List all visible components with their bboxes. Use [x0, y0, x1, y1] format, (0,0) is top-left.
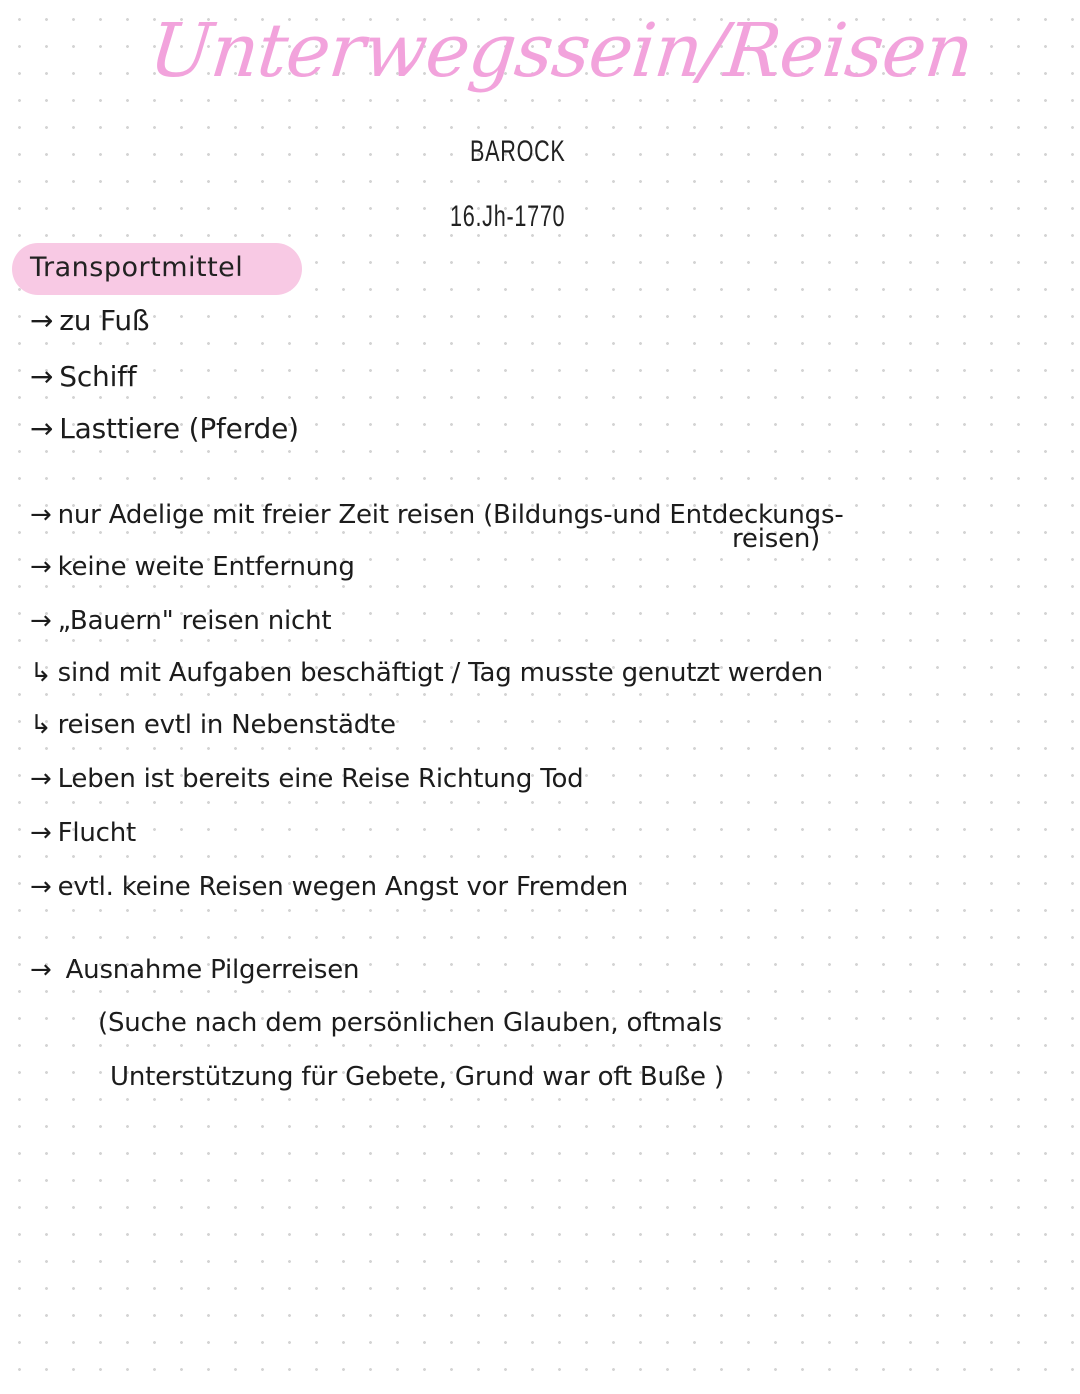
transport-item [30, 412, 299, 445]
note-bauern-sub [30, 710, 396, 740]
note-leben-text: Leben ist bereits eine Reise Richtung Tod [57, 764, 584, 794]
arrow-right-icon: → [30, 606, 52, 636]
arrow-right-icon: → [30, 412, 54, 445]
transport-item-label: Schiff [59, 360, 137, 393]
note-exception-detail: (Suche nach dem persönlichen Glauben, oftmals [98, 1008, 722, 1038]
arrow-right-icon: → [30, 872, 52, 902]
note-bauern-sub [30, 658, 823, 688]
transport-item-label: zu Fuß [59, 304, 150, 337]
note-exception [30, 955, 359, 985]
note-flucht-text: Flucht [57, 818, 137, 848]
note-angst [30, 872, 628, 902]
arrow-turn-right-icon: ↳ [30, 710, 52, 740]
note-distance-text: keine weite Entfernung [57, 552, 355, 582]
transport-item [30, 360, 136, 393]
transport-item [30, 304, 149, 337]
arrow-right-icon: → [30, 955, 52, 985]
arrow-right-icon: → [30, 764, 52, 794]
transport-item-label: Lasttiere (Pferde) [59, 412, 299, 445]
note-adel-text: nur Adelige mit freier Zeit reisen (Bildungs-und Entdeckungs- [57, 500, 844, 530]
note-adel-continuation: reisen) [732, 524, 821, 554]
note-leben [30, 764, 583, 794]
page-title: Unterwegssein/Reisen [145, 8, 977, 94]
arrow-right-icon: → [30, 818, 52, 848]
date-range: 16.Jh-1770 [450, 200, 566, 233]
note-bauern-text: „Bauern" reisen nicht [57, 606, 332, 636]
arrow-right-icon: → [30, 360, 54, 393]
note-angst-text: evtl. keine Reisen wegen Angst vor Fremden [57, 872, 629, 902]
note-bauern-sub-text: reisen evtl in Nebenstädte [57, 710, 396, 740]
arrow-turn-right-icon: ↳ [30, 658, 52, 688]
epoch-label: BAROCK [470, 135, 566, 168]
note-bauern [30, 606, 331, 636]
note-exception-text: Ausnahme Pilgerreisen [65, 955, 360, 985]
section-heading: Transportmittel [30, 252, 244, 283]
note-bauern-sub-text: sind mit Aufgaben beschäftigt / Tag musste genutzt werden [57, 658, 824, 688]
note-adel [30, 500, 844, 530]
arrow-right-icon: → [30, 500, 52, 530]
note-distance [30, 552, 355, 582]
arrow-right-icon: → [30, 552, 52, 582]
note-flucht [30, 818, 136, 848]
note-exception-detail: Unterstützung für Gebete, Grund war oft Buße ) [110, 1062, 724, 1092]
arrow-right-icon: → [30, 304, 54, 337]
